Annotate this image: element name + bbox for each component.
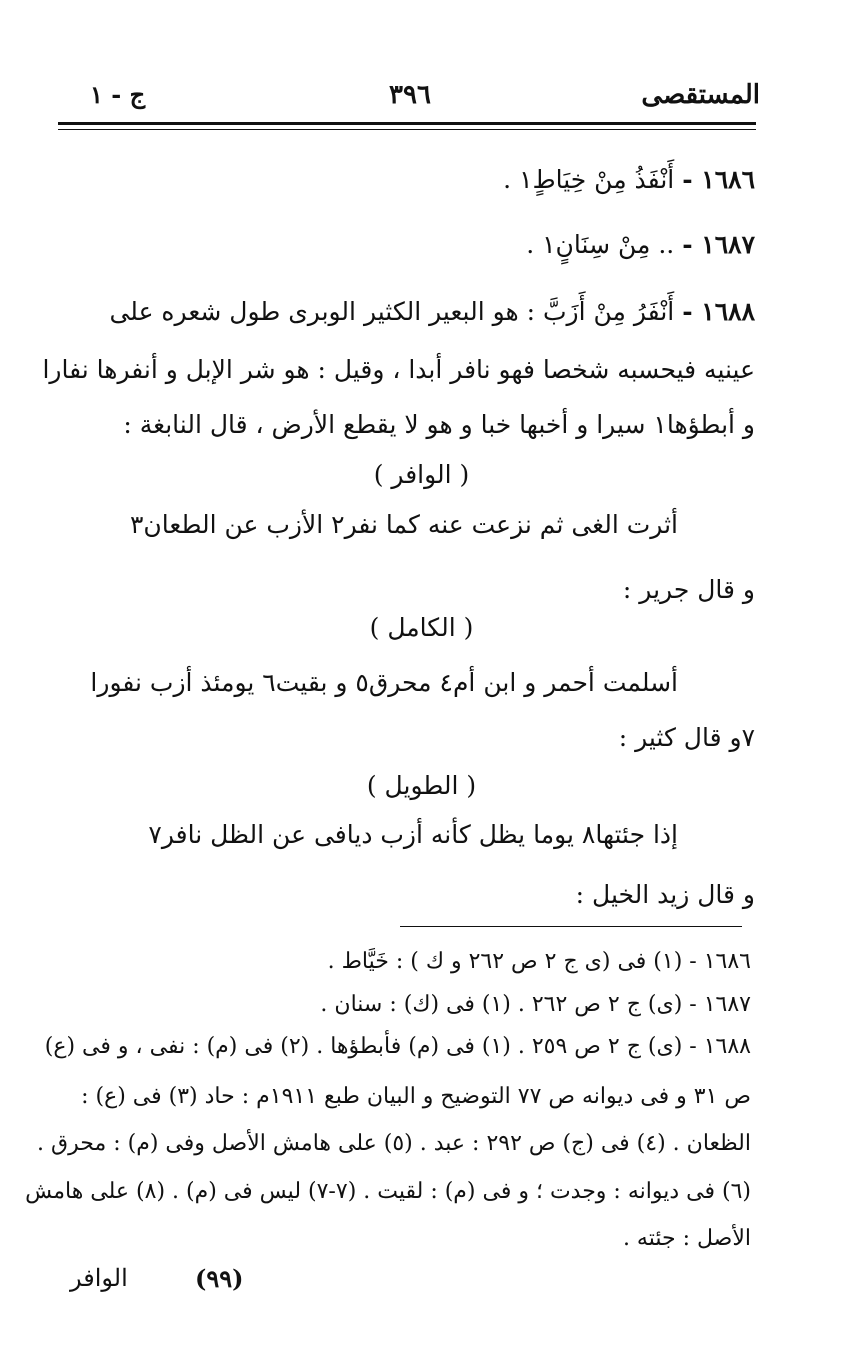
page-header: [60, 80, 760, 120]
paragraph-line: و أبطؤها١ سيرا و أخبها خبا و هو لا يقطع الأرض ، قال النابغة :: [123, 410, 755, 439]
header-rule-thick: [58, 122, 756, 125]
entry-number: ١٦٨٨ -: [682, 297, 755, 326]
entry-1687: [526, 225, 755, 265]
closing-line: و قال زيد الخيل :: [575, 880, 755, 909]
footnote-rule: [400, 926, 742, 927]
poem-meter: ( الكامل ): [369, 613, 474, 642]
entry-text: أَنْفَرُ مِنْ أَزَبَّ : هو البعير الكثير الوبرى طول شعره على: [109, 297, 675, 326]
poem-verse: إذا جئتها٨ يوما يظل كأنه أزب ديافى عن الظل نافر٧: [148, 820, 678, 849]
entry-1688: [109, 292, 755, 332]
poem-intro: و قال جرير :: [622, 575, 755, 604]
page-number: ٣٩٦: [389, 80, 431, 110]
entry-text: .. مِنْ سِنَانٍ١ .: [526, 230, 675, 259]
footnote-line: ١٦٨٦ - (١) فى (ى ج ٢ ص ٢٦٢ و ك ) : خَيَّاط .: [327, 949, 751, 974]
poem-meter: ( الوافر ): [373, 460, 470, 489]
footnote-line: ١٦٨٨ - (ى) ج ٢ ص ٢٥٩ . (١) فى (م) فأبطؤها . (٢) فى (م) : نفى ، و فى (ع): [44, 1034, 751, 1059]
poem-meter: ( الطويل ): [366, 771, 477, 800]
header-rule-thin: [58, 129, 756, 130]
poem-verse: أثرت الغى ثم نزعت عنه كما نفر٢ الأزب عن الطعان٣: [129, 510, 678, 539]
volume-label: ج - ١: [90, 80, 146, 109]
entry-number: ١٦٨٧ -: [682, 230, 755, 259]
entry-1686: [503, 160, 755, 200]
footnote-line: (٦) فى ديوانه : وجدت ؛ و فى (م) : لقيت . (٧-٧) ليس فى (م) . (٨) على هامش: [25, 1179, 751, 1204]
poem-intro: ٧و قال كثير :: [618, 723, 755, 752]
footnote-line: ص ٣١ و فى ديوانه ص ٧٧ التوضيح و البيان طبع ١٩١١م : حاد (٣) فى (ع) :: [81, 1084, 751, 1109]
entry-text: أَنْفَذُ مِنْ خِيَاطٍ١ .: [503, 165, 675, 194]
footnote-line: الأصل : جئته .: [622, 1226, 751, 1251]
entry-number: ١٦٨٦ -: [682, 165, 755, 194]
paragraph-line: عينيه فيحسبه شخصا فهو نافر أبدا ، وقيل : هو شر الإبل و أنفرها نفارا: [42, 355, 755, 384]
running-title: المستقصى: [641, 80, 760, 110]
footnote-line: الظعان . (٤) فى (ج) ص ٢٩٢ : عبد . (٥) على هامش الأصل وفى (م) : محرق .: [37, 1131, 751, 1156]
poem-verse: أسلمت أحمر و ابن أم٤ محرق٥ و بقيت٦ يومئذ أزب نفورا: [90, 668, 678, 697]
footnote-line: ١٦٨٧ - (ى) ج ٢ ص ٢٦٢ . (١) فى (ك) : سنان .: [320, 992, 751, 1017]
footer-label: الوافر: [70, 1264, 128, 1292]
sheet-number: (٩٩): [195, 1264, 244, 1293]
